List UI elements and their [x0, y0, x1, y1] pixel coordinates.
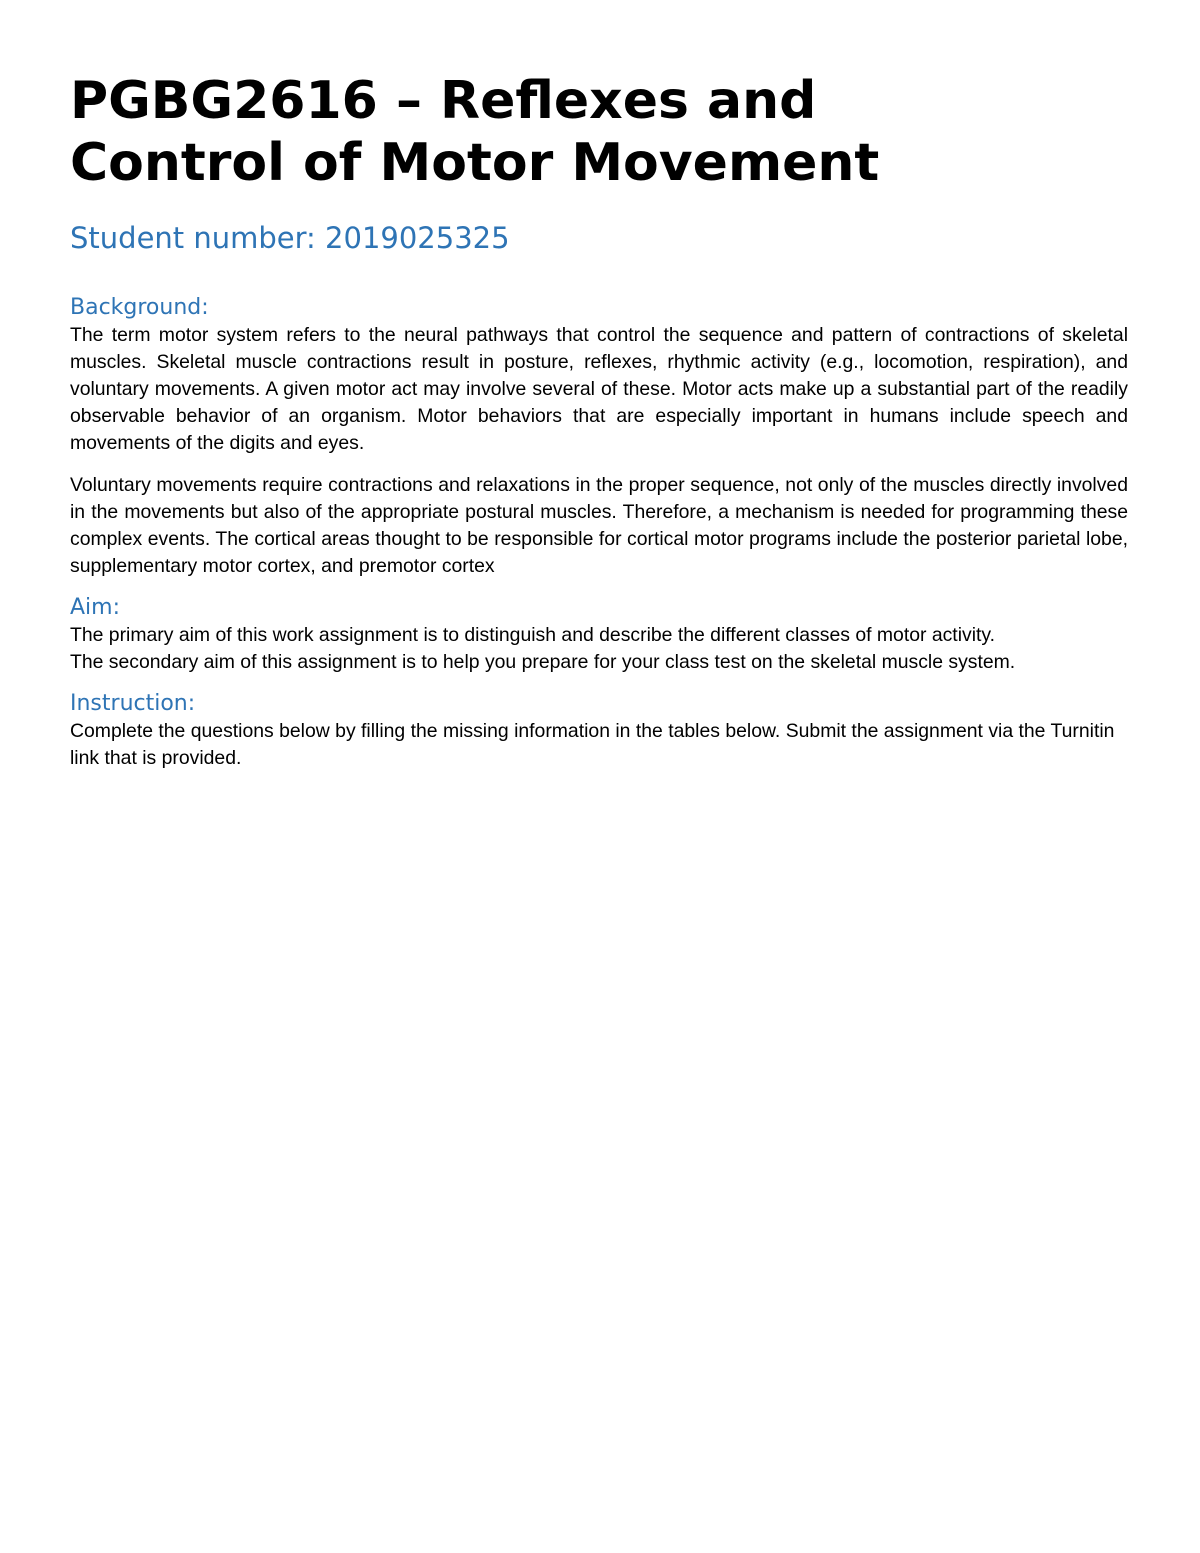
aim-text	[70, 622, 1128, 676]
aim-line-1: The primary aim of this work assignment is to distinguish and describe the different classes of motor activity.	[70, 624, 996, 646]
instruction-heading: Instruction:	[70, 691, 196, 716]
document-title	[70, 70, 1128, 194]
aim-heading: Aim:	[70, 595, 121, 620]
document-page	[70, 70, 1128, 772]
background-heading: Background:	[70, 295, 209, 320]
aim-line-2: The secondary aim of this assignment is to help you prepare for your class test on the skeletal muscle system.	[70, 651, 1016, 673]
background-paragraph-1: The term motor system refers to the neural pathways that control the sequence and pattern of contractions of skeletal muscles. Skeletal muscle contractions result in posture, reflexes, rhythmic activity (e.g., locomotion, respiration), and voluntary movements. A given motor act may involve several of these. Motor acts make up a substantial part of the readily observable behavior of an organism. Motor behaviors that are especially important in humans include speech and movements of the digits and eyes.	[70, 324, 1128, 454]
background-paragraph-2: Voluntary movements require contractions and relaxations in the proper sequence, not only of the muscles directly involved in the movements but also of the appropriate postural muscles. Therefore, a mechanism is needed for programming these complex events. The cortical areas thought to be responsible for cortical motor programs include the posterior parietal lobe, supplementary motor cortex, and premotor cortex	[70, 474, 1128, 577]
title-line-1: PGBG2616 – Reflexes and	[70, 71, 817, 131]
instruction-text: Complete the questions below by filling the missing information in the tables below. Submit the assignment via the Turnitin link that is provided.	[70, 720, 1115, 769]
title-line-2: Control of Motor Movement	[70, 133, 880, 193]
student-number: Student number: 2019025325	[70, 221, 510, 255]
